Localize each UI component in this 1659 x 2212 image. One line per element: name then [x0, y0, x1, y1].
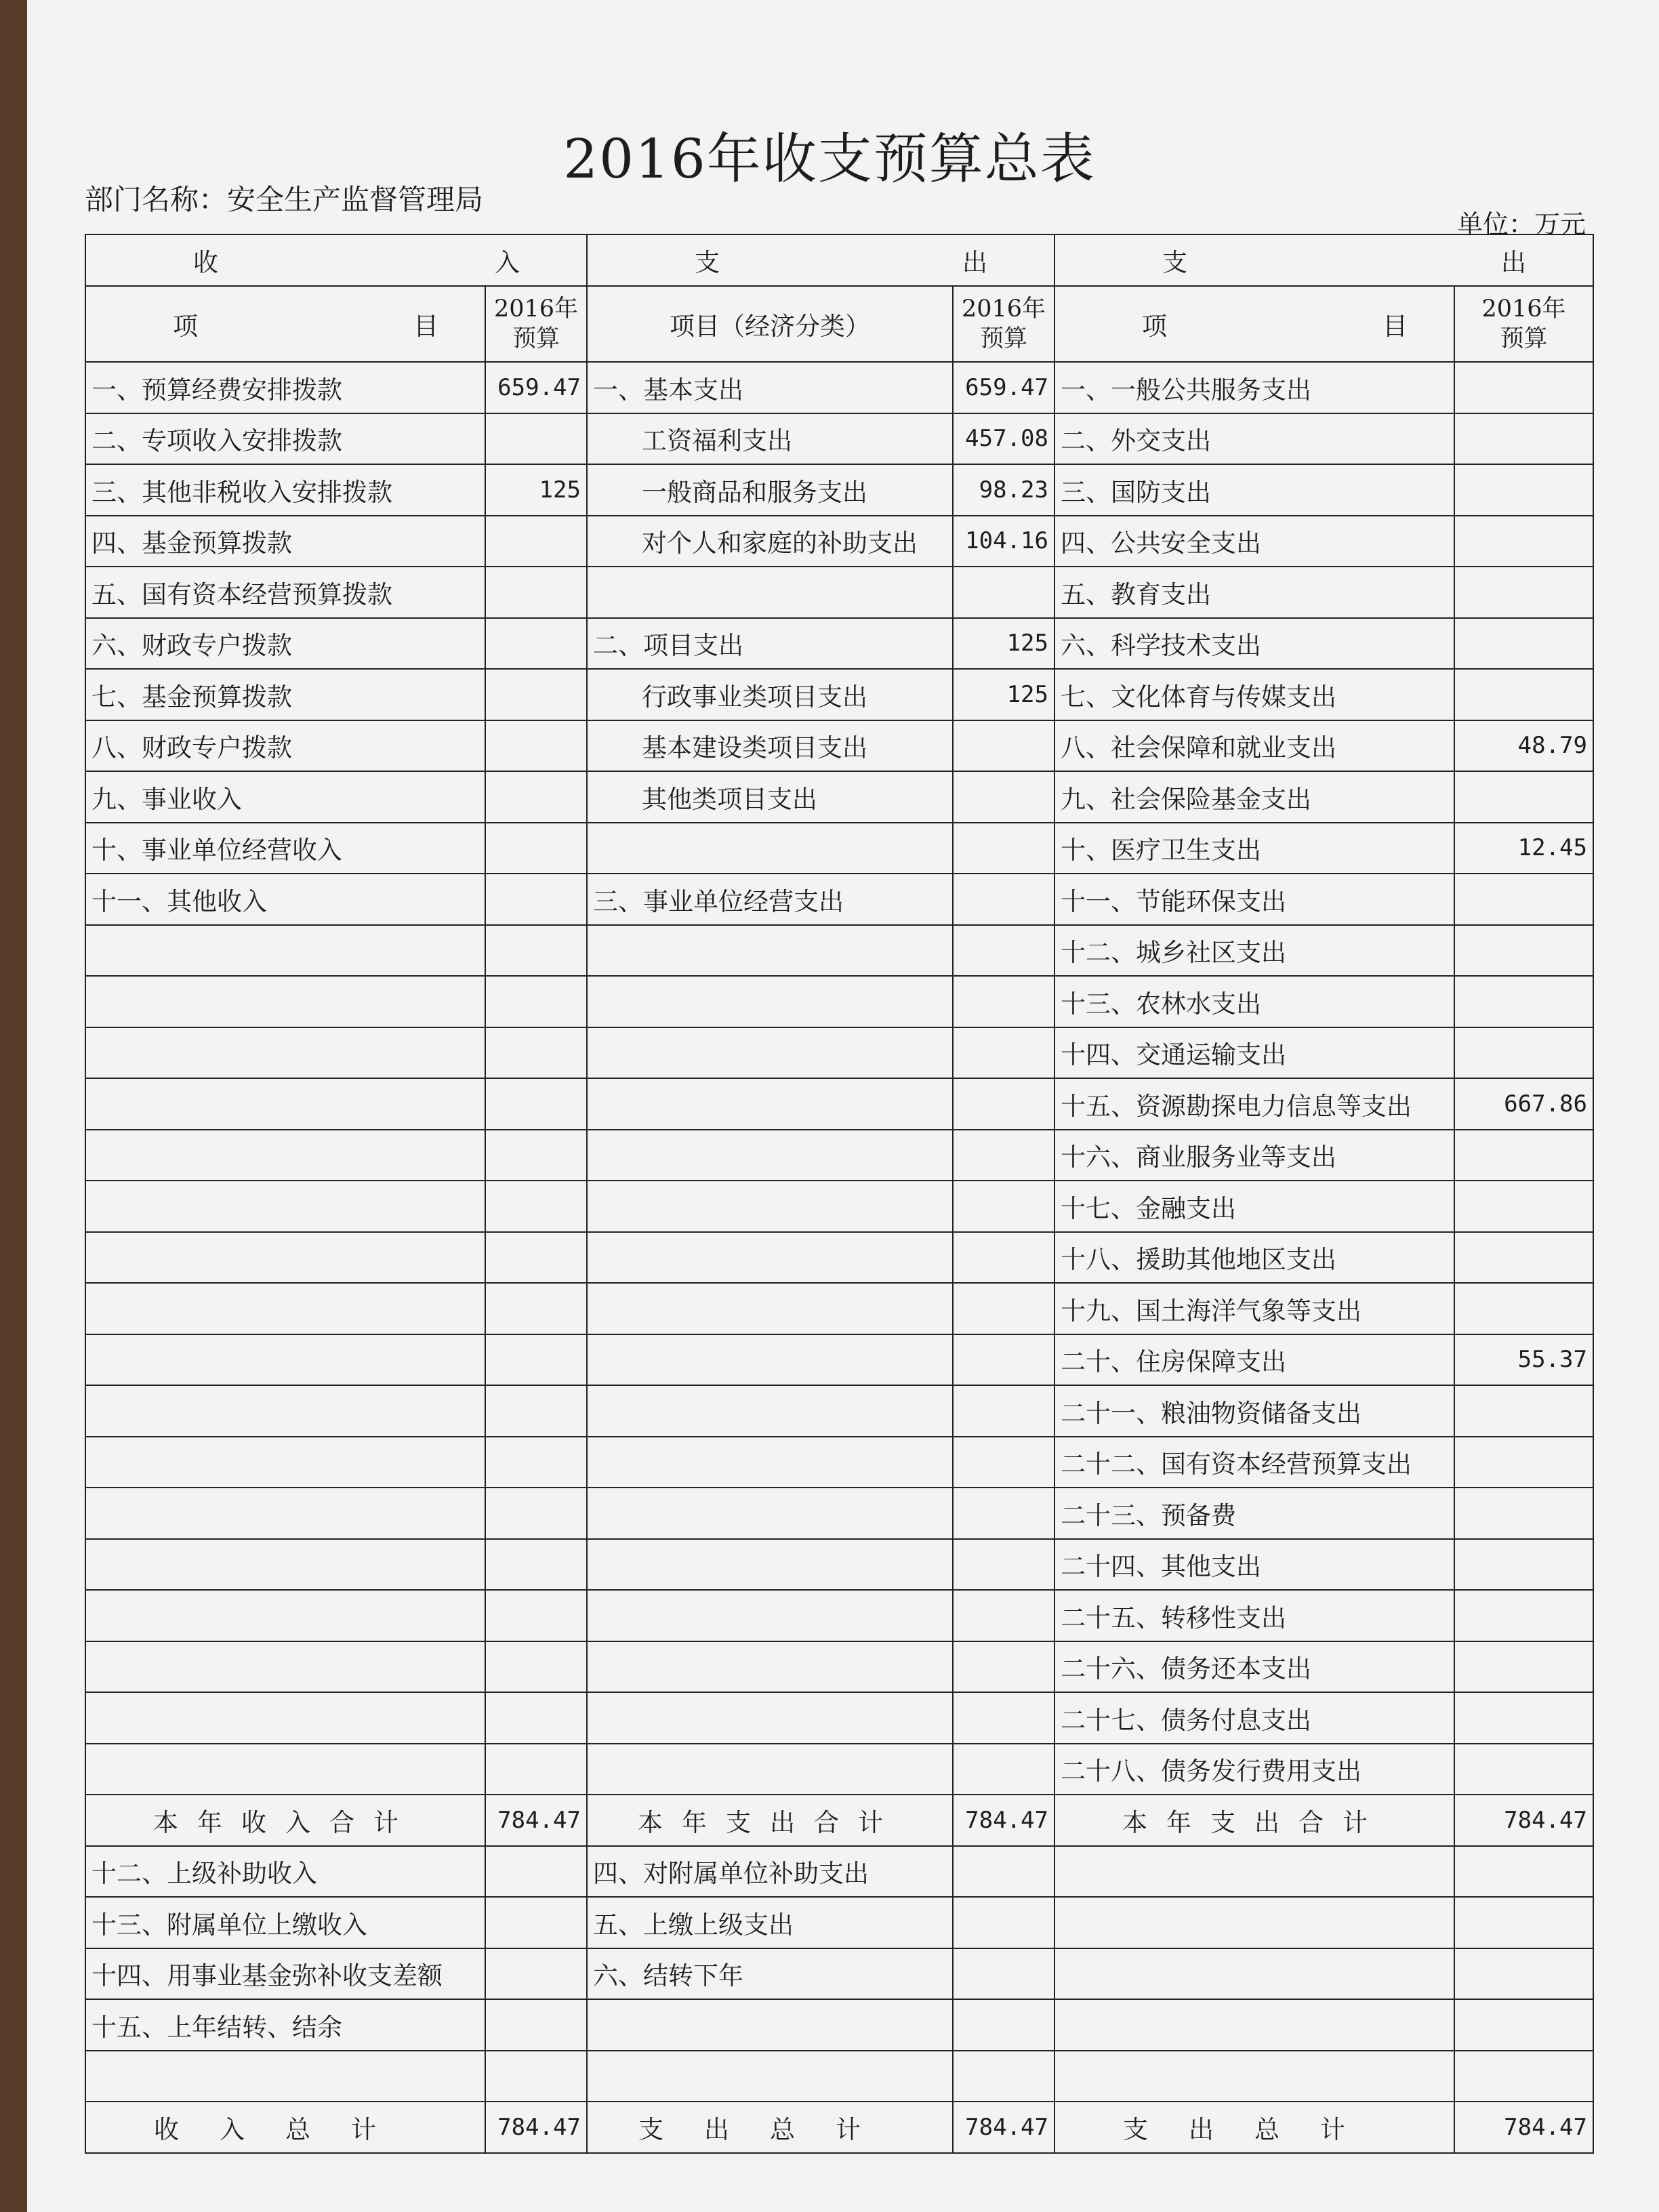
func-item-cell: 十、医疗卫生支出 — [1054, 823, 1454, 874]
table-row — [85, 1846, 1593, 1898]
econ-value-cell — [953, 1641, 1054, 1693]
income-value-cell — [485, 1590, 587, 1641]
table-row — [85, 925, 1593, 977]
econ-value-cell: 98.23 — [953, 464, 1054, 516]
table-row — [85, 1692, 1593, 1744]
income-value-cell — [485, 1437, 587, 1488]
income-value-cell — [485, 1232, 587, 1284]
income-item-cell — [85, 1744, 485, 1795]
header-row-1 — [85, 234, 1593, 286]
table-row — [85, 1385, 1593, 1437]
func-value-cell — [1454, 976, 1593, 1027]
econ-item-cell: 其他类项目支出 — [587, 771, 953, 823]
col-header-year: 2016年 预算 — [953, 286, 1054, 362]
income-item-cell — [85, 1181, 485, 1232]
table-row — [85, 720, 1593, 772]
col-header-year: 2016年 预算 — [485, 286, 587, 362]
econ-item-cell: 六、结转下年 — [587, 1948, 953, 2000]
econ-item-cell — [587, 1027, 953, 1079]
econ-value-cell — [953, 567, 1054, 618]
income-item-cell: 十二、上级补助收入 — [85, 1846, 485, 1898]
econ-item-cell — [587, 1283, 953, 1334]
func-value-cell — [1454, 516, 1593, 567]
income-item-cell — [85, 1385, 485, 1437]
table-row — [85, 1334, 1593, 1386]
table-row — [85, 1999, 1593, 2051]
income-item-cell: 八、财政专户拨款 — [85, 720, 485, 772]
expense-header: 支 出 — [587, 234, 1054, 286]
econ-item-cell — [587, 1590, 953, 1641]
expense-total-label: 本年支出合计 — [587, 1795, 953, 1846]
income-item-cell: 一、预算经费安排拨款 — [85, 362, 485, 413]
table-row — [85, 1897, 1593, 1948]
expense-total-label: 支出总计 — [587, 2102, 953, 2153]
income-total-label: 收入总计 — [85, 2102, 485, 2153]
func-item-cell: 二十八、债务发行费用支出 — [1054, 1744, 1454, 1795]
col-header-func: 项 目 — [1054, 286, 1454, 362]
income-value-cell: 659.47 — [485, 362, 587, 413]
func-item-cell: 三、国防支出 — [1054, 464, 1454, 516]
econ-value-cell — [953, 1078, 1054, 1130]
income-item-cell: 三、其他非税收入安排拨款 — [85, 464, 485, 516]
econ-value-cell — [953, 1948, 1054, 2000]
income-value-cell — [485, 1283, 587, 1334]
econ-value-cell: 457.08 — [953, 413, 1054, 465]
expense-function-header: 支 出 — [1054, 234, 1593, 286]
econ-item-cell — [587, 1334, 953, 1386]
func-item-cell: 七、文化体育与传媒支出 — [1054, 669, 1454, 720]
income-item-cell — [85, 1283, 485, 1334]
income-value-cell — [485, 720, 587, 772]
econ-item-cell: 二、项目支出 — [587, 618, 953, 670]
econ-value-cell: 659.47 — [953, 362, 1054, 413]
income-item-cell — [85, 1437, 485, 1488]
expense-func-total-value: 784.47 — [1454, 2102, 1593, 2153]
income-item-cell — [85, 1130, 485, 1181]
func-value-cell — [1454, 1692, 1593, 1744]
income-value-cell — [485, 1488, 587, 1539]
table-row — [85, 1232, 1593, 1284]
budget-table — [85, 234, 1594, 2154]
econ-item-cell — [587, 1078, 953, 1130]
income-value-cell — [485, 413, 587, 465]
func-value-cell — [1454, 1027, 1593, 1079]
income-item-cell — [85, 1692, 485, 1744]
func-item-cell: 六、科学技术支出 — [1054, 618, 1454, 670]
department-label: 部门名称：安全生产监督管理局 — [85, 183, 484, 216]
econ-value-cell — [953, 874, 1054, 925]
func-item-cell: 一、一般公共服务支出 — [1054, 362, 1454, 413]
income-item-cell: 四、基金预算拨款 — [85, 516, 485, 567]
econ-item-cell: 五、上缴上级支出 — [587, 1897, 953, 1948]
econ-value-cell — [953, 1744, 1054, 1795]
func-value-cell — [1454, 771, 1593, 823]
income-item-cell — [85, 1590, 485, 1641]
func-item-cell — [1054, 1999, 1454, 2051]
econ-item-cell: 对个人和家庭的补助支出 — [587, 516, 953, 567]
income-value-cell — [485, 1897, 587, 1948]
income-value-cell — [485, 771, 587, 823]
func-value-cell — [1454, 464, 1593, 516]
func-value-cell — [1454, 1488, 1593, 1539]
income-item-cell — [85, 925, 485, 977]
income-total-label: 本年收入合计 — [85, 1795, 485, 1846]
income-value-cell — [485, 1539, 587, 1591]
func-item-cell: 二十五、转移性支出 — [1054, 1590, 1454, 1641]
func-item-cell: 二十、住房保障支出 — [1054, 1334, 1454, 1386]
table-row — [85, 1283, 1593, 1334]
table-row — [85, 362, 1593, 413]
func-item-cell: 五、教育支出 — [1054, 567, 1454, 618]
income-header: 收 入 — [85, 234, 587, 286]
econ-value-cell: 125 — [953, 669, 1054, 720]
econ-item-cell — [587, 1539, 953, 1591]
income-value-cell — [485, 2051, 587, 2102]
income-value-cell — [485, 1948, 587, 2000]
income-item-cell: 六、财政专户拨款 — [85, 618, 485, 670]
table-row — [85, 567, 1593, 618]
econ-item-cell — [587, 1488, 953, 1539]
econ-item-cell: 一般商品和服务支出 — [587, 464, 953, 516]
econ-item-cell — [587, 1999, 953, 2051]
income-item-cell: 二、专项收入安排拨款 — [85, 413, 485, 465]
func-item-cell: 二十二、国有资本经营预算支出 — [1054, 1437, 1454, 1488]
income-value-cell — [485, 1744, 587, 1795]
func-item-cell: 八、社会保障和就业支出 — [1054, 720, 1454, 772]
income-item-cell — [85, 1027, 485, 1079]
income-value-cell — [485, 823, 587, 874]
income-item-cell: 十四、用事业基金弥补收支差额 — [85, 1948, 485, 2000]
func-value-cell: 48.79 — [1454, 720, 1593, 772]
econ-value-cell: 104.16 — [953, 516, 1054, 567]
econ-item-cell — [587, 1385, 953, 1437]
col-header-year: 2016年 预算 — [1454, 286, 1593, 362]
income-value-cell: 125 — [485, 464, 587, 516]
econ-item-cell — [587, 1437, 953, 1488]
func-value-cell — [1454, 362, 1593, 413]
func-item-cell: 二十四、其他支出 — [1054, 1539, 1454, 1591]
income-value-cell — [485, 618, 587, 670]
func-item-cell: 十八、援助其他地区支出 — [1054, 1232, 1454, 1284]
econ-value-cell — [953, 1334, 1054, 1386]
income-item-cell: 十五、上年结转、结余 — [85, 1999, 485, 2051]
func-value-cell — [1454, 1948, 1593, 2000]
year-total-row — [85, 1795, 1593, 1846]
income-item-cell: 十一、其他收入 — [85, 874, 485, 925]
income-value-cell — [485, 1078, 587, 1130]
income-value-cell — [485, 1027, 587, 1079]
income-value-cell — [485, 1999, 587, 2051]
econ-item-cell — [587, 1232, 953, 1284]
func-item-cell — [1054, 1948, 1454, 2000]
econ-value-cell — [953, 1130, 1054, 1181]
func-value-cell: 55.37 — [1454, 1334, 1593, 1386]
table-row — [85, 464, 1593, 516]
income-value-cell — [485, 567, 587, 618]
func-item-cell: 二十六、债务还本支出 — [1054, 1641, 1454, 1693]
econ-item-cell — [587, 823, 953, 874]
func-value-cell — [1454, 1130, 1593, 1181]
func-item-cell: 十五、资源勘探电力信息等支出 — [1054, 1078, 1454, 1130]
econ-item-cell: 三、事业单位经营支出 — [587, 874, 953, 925]
func-item-cell: 二、外交支出 — [1054, 413, 1454, 465]
econ-value-cell — [953, 1027, 1054, 1079]
income-total-value: 784.47 — [485, 2102, 587, 2153]
econ-value-cell — [953, 1488, 1054, 1539]
econ-value-cell — [953, 1232, 1054, 1284]
econ-value-cell — [953, 1385, 1054, 1437]
col-header-econ: 项目（经济分类） — [587, 286, 953, 362]
func-value-cell — [1454, 1846, 1593, 1898]
func-item-cell — [1054, 1846, 1454, 1898]
econ-item-cell: 工资福利支出 — [587, 413, 953, 465]
func-item-cell: 十四、交通运输支出 — [1054, 1027, 1454, 1079]
income-value-cell — [485, 1692, 587, 1744]
func-value-cell — [1454, 2051, 1593, 2102]
econ-value-cell — [953, 1283, 1054, 1334]
table-row — [85, 1437, 1593, 1488]
income-total-value: 784.47 — [485, 1795, 587, 1846]
table-row — [85, 1744, 1593, 1795]
econ-value-cell — [953, 1692, 1054, 1744]
income-item-cell: 五、国有资本经营预算拨款 — [85, 567, 485, 618]
econ-item-cell — [587, 1744, 953, 1795]
func-item-cell: 二十一、粮油物资储备支出 — [1054, 1385, 1454, 1437]
func-value-cell — [1454, 1283, 1593, 1334]
econ-value-cell: 125 — [953, 618, 1054, 670]
econ-item-cell: 四、对附属单位补助支出 — [587, 1846, 953, 1898]
econ-value-cell — [953, 1590, 1054, 1641]
econ-item-cell — [587, 925, 953, 977]
income-item-cell — [85, 976, 485, 1027]
func-value-cell: 667.86 — [1454, 1078, 1593, 1130]
income-item-cell — [85, 1078, 485, 1130]
table-row — [85, 1539, 1593, 1591]
income-value-cell — [485, 925, 587, 977]
econ-value-cell — [953, 1181, 1054, 1232]
table-row — [85, 413, 1593, 465]
table-row — [85, 1130, 1593, 1181]
income-item-cell: 七、基金预算拨款 — [85, 669, 485, 720]
income-item-cell — [85, 1232, 485, 1284]
expense-func-total-label: 支出总计 — [1054, 2102, 1454, 2153]
econ-item-cell — [587, 1181, 953, 1232]
func-item-cell: 十七、金融支出 — [1054, 1181, 1454, 1232]
func-item-cell: 二十七、债务付息支出 — [1054, 1692, 1454, 1744]
table-row — [85, 516, 1593, 567]
econ-value-cell — [953, 1897, 1054, 1948]
table-row — [85, 1181, 1593, 1232]
income-value-cell — [485, 669, 587, 720]
unit-label: 单位：万元 — [1457, 209, 1586, 239]
econ-item-cell: 行政事业类项目支出 — [587, 669, 953, 720]
income-value-cell — [485, 1334, 587, 1386]
table-row — [85, 1590, 1593, 1641]
func-item-cell: 十三、农林水支出 — [1054, 976, 1454, 1027]
func-item-cell: 十六、商业服务业等支出 — [1054, 1130, 1454, 1181]
func-item-cell: 四、公共安全支出 — [1054, 516, 1454, 567]
income-value-cell — [485, 1385, 587, 1437]
table-row — [85, 1488, 1593, 1539]
econ-value-cell — [953, 925, 1054, 977]
func-item-cell — [1054, 1897, 1454, 1948]
func-item-cell — [1054, 2051, 1454, 2102]
table-row — [85, 618, 1593, 670]
income-item-cell: 十、事业单位经营收入 — [85, 823, 485, 874]
econ-value-cell — [953, 2051, 1054, 2102]
table-row — [85, 874, 1593, 925]
econ-value-cell — [953, 1539, 1054, 1591]
func-value-cell — [1454, 874, 1593, 925]
econ-value-cell — [953, 823, 1054, 874]
econ-item-cell — [587, 2051, 953, 2102]
income-item-cell — [85, 1488, 485, 1539]
func-value-cell — [1454, 1744, 1593, 1795]
income-value-cell — [485, 976, 587, 1027]
income-item-cell — [85, 2051, 485, 2102]
expense-func-total-value: 784.47 — [1454, 1795, 1593, 1846]
econ-value-cell — [953, 720, 1054, 772]
income-item-cell — [85, 1334, 485, 1386]
func-value-cell — [1454, 1232, 1593, 1284]
econ-item-cell — [587, 976, 953, 1027]
header-row-2 — [85, 286, 1593, 362]
col-header-item: 项 目 — [85, 286, 485, 362]
income-item-cell — [85, 1641, 485, 1693]
func-value-cell — [1454, 567, 1593, 618]
econ-value-cell — [953, 976, 1054, 1027]
income-value-cell — [485, 1641, 587, 1693]
econ-value-cell — [953, 1846, 1054, 1898]
func-value-cell: 12.45 — [1454, 823, 1593, 874]
income-value-cell — [485, 874, 587, 925]
econ-item-cell — [587, 1692, 953, 1744]
table-row — [85, 823, 1593, 874]
table-row — [85, 2051, 1593, 2102]
func-value-cell — [1454, 1437, 1593, 1488]
func-value-cell — [1454, 1181, 1593, 1232]
grand-total-row — [85, 2102, 1593, 2153]
econ-item-cell: 一、基本支出 — [587, 362, 953, 413]
income-value-cell — [485, 516, 587, 567]
table-row — [85, 1078, 1593, 1130]
income-item-cell: 九、事业收入 — [85, 771, 485, 823]
func-value-cell — [1454, 1999, 1593, 2051]
econ-value-cell — [953, 1437, 1054, 1488]
econ-item-cell — [587, 567, 953, 618]
income-value-cell — [485, 1846, 587, 1898]
income-item-cell — [85, 1539, 485, 1591]
econ-value-cell — [953, 771, 1054, 823]
econ-value-cell — [953, 1999, 1054, 2051]
income-value-cell — [485, 1130, 587, 1181]
econ-item-cell — [587, 1130, 953, 1181]
table-row — [85, 1027, 1593, 1079]
econ-item-cell — [587, 1641, 953, 1693]
expense-total-value: 784.47 — [953, 1795, 1054, 1846]
page-title: 2016年收支预算总表 — [563, 127, 1096, 190]
table-row — [85, 1948, 1593, 2000]
func-item-cell: 九、社会保险基金支出 — [1054, 771, 1454, 823]
expense-total-value: 784.47 — [953, 2102, 1054, 2153]
func-value-cell — [1454, 1590, 1593, 1641]
func-value-cell — [1454, 925, 1593, 977]
func-value-cell — [1454, 1385, 1593, 1437]
income-item-cell: 十三、附属单位上缴收入 — [85, 1897, 485, 1948]
table-row — [85, 1641, 1593, 1693]
func-value-cell — [1454, 1641, 1593, 1693]
func-value-cell — [1454, 1539, 1593, 1591]
table-row — [85, 976, 1593, 1027]
func-value-cell — [1454, 618, 1593, 670]
func-item-cell: 十九、国土海洋气象等支出 — [1054, 1283, 1454, 1334]
func-value-cell — [1454, 669, 1593, 720]
econ-item-cell: 基本建设类项目支出 — [587, 720, 953, 772]
income-value-cell — [485, 1181, 587, 1232]
func-item-cell: 二十三、预备费 — [1054, 1488, 1454, 1539]
table-row — [85, 771, 1593, 823]
table-row — [85, 669, 1593, 720]
func-item-cell: 十一、节能环保支出 — [1054, 874, 1454, 925]
func-value-cell — [1454, 1897, 1593, 1948]
expense-func-total-label: 本年支出合计 — [1054, 1795, 1454, 1846]
func-item-cell: 十二、城乡社区支出 — [1054, 925, 1454, 977]
func-value-cell — [1454, 413, 1593, 465]
